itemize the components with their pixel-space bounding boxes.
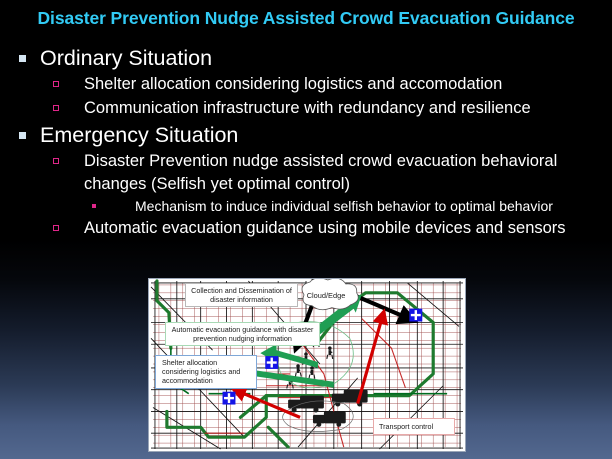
- bullet-text: Emergency Situation: [40, 123, 239, 147]
- bullet-marker-hollow-square-icon: [0, 97, 80, 111]
- bullet-level3: [0, 196, 612, 216]
- page-title: Disaster Prevention Nudge Assisted Crowd Evacuation Guidance: [37, 8, 575, 28]
- bullet-marker-hollow-square-icon: [0, 73, 80, 87]
- bullet-text: Automatic evacuation guidance using mobile devices and sensors: [84, 219, 566, 237]
- bullet-level2: [0, 217, 612, 240]
- bullet-text: Mechanism to induce individual selfish behavior to optimal behavior: [135, 198, 553, 214]
- bullet-level2: [0, 73, 612, 96]
- bullet-list: [0, 42, 612, 240]
- bullet-level2: [0, 150, 612, 195]
- bullet-marker-square-icon: [0, 44, 36, 62]
- bullet-level1: [0, 44, 612, 72]
- callout-transport-control: Transport control: [373, 418, 455, 435]
- bullet-text: Shelter allocation considering logistics and accomodation: [84, 75, 503, 93]
- bullet-text: Disaster Prevention nudge assisted crowd evacuation behavioral changes (Selfish yet optimal control): [84, 152, 558, 193]
- evacuation-guidance-map: [148, 278, 466, 452]
- callout-cloud-edge: Cloud/Edge: [306, 290, 346, 300]
- bullet-marker-square-icon: [0, 121, 36, 139]
- callout-collection-dissemination: Collection and Dissemination of disaster information: [185, 283, 298, 307]
- callout-shelter-allocation: Shelter allocation considering logistics and accommodation: [155, 355, 257, 389]
- bullet-marker-hollow-square-icon: [0, 150, 80, 164]
- bullet-level1: [0, 121, 612, 149]
- bullet-marker-hollow-square-icon: [0, 217, 80, 231]
- bullet-text: Communication infrastructure with redundancy and resilience: [84, 98, 531, 117]
- bullet-level2: [0, 97, 612, 120]
- bullet-text: Ordinary Situation: [40, 46, 213, 70]
- callout-automatic-evacuation-guidance: Automatic evacuation guidance with disaster prevention nudging information: [165, 322, 320, 346]
- bullet-marker-dot-icon: [0, 196, 130, 208]
